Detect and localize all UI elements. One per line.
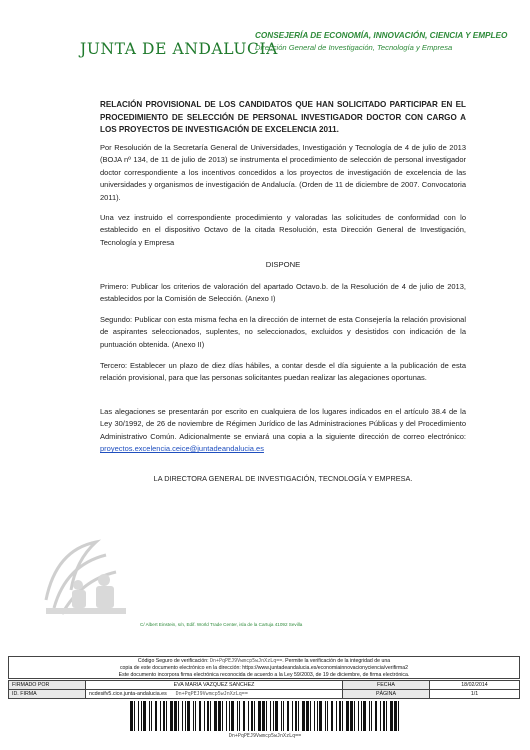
barcode-bar bbox=[363, 701, 366, 731]
contact-email-link[interactable]: proyectos.excelencia.ceice@juntadeandalucia.es bbox=[100, 444, 264, 454]
barcode-bar bbox=[193, 701, 194, 731]
paragraph-resolution: Por Resolución de la Secretaría General de Universidades, Investigación y Tecnología de 4 de julio de 2013 (BOJA nº 134, de 11 de julio de 2013) se instrumenta el procedimiento de selección de personal investigador doctor correspondiente a los incentivos concedidos a los proyectos de investigación de excelencia de las universidades y organismos de investigación de Andalucía. (Orden de 11 de diciembre de 2007. Convocatoria 2011). bbox=[100, 143, 466, 202]
paragraph-primero: Primero: Publicar los criterios de valoración del apartado Octavo.b. de la Resolución de 4 de julio de 2013, establecidos por la Comisión de Selección. (Anexo I) bbox=[100, 282, 466, 304]
barcode-bar bbox=[339, 701, 341, 731]
address-line: C/ Albert Einstein, s/n, Edif. World Trade Center, isla de la Cartuja 41092 Sevilla bbox=[140, 622, 303, 627]
barcode-bar bbox=[182, 701, 183, 731]
barcode-bar bbox=[134, 701, 135, 731]
barcode-bar bbox=[226, 701, 227, 731]
paragraph-segundo: Segundo: Publicar con esta misma fecha en la dirección de internet de esta Consejería la relación provisional de aspirantes seleccionados, suplentes, no seleccionados, excluidos y desistidos con indicación de la puntuación obtenida. (Anexo II) bbox=[100, 315, 466, 349]
barcode-bar bbox=[319, 701, 322, 731]
barcode-bar bbox=[306, 701, 309, 731]
barcode-bar bbox=[394, 701, 397, 731]
barcode-bar bbox=[283, 701, 284, 731]
barcode-bar bbox=[310, 701, 311, 731]
barcode-bar bbox=[292, 701, 293, 731]
barcode-bar bbox=[302, 701, 305, 731]
barcode-bar bbox=[317, 701, 318, 731]
barcode-bar bbox=[270, 701, 271, 731]
barcode-bar bbox=[248, 701, 249, 731]
barcode-bar bbox=[325, 701, 326, 731]
barcode-bar bbox=[130, 701, 133, 731]
barcode-bar bbox=[254, 701, 255, 731]
verification-suffix: . Permite la verificación de la integridad de una bbox=[282, 658, 391, 664]
barcode-bar bbox=[273, 701, 274, 731]
barcode-bar bbox=[275, 701, 278, 731]
barcode-bar bbox=[155, 701, 157, 731]
barcode-bar bbox=[214, 701, 217, 731]
barcode-bar bbox=[358, 701, 359, 731]
signature-line: LA DIRECTORA GENERAL DE INVESTIGACIÓN, TECNOLOGÍA Y EMPRESA. bbox=[153, 474, 413, 483]
barcode-bar bbox=[187, 701, 190, 731]
consejeria-name: CONSEJERÍA DE ECONOMÍA, INNOVACIÓN, CIENCIA Y EMPLEO bbox=[255, 31, 508, 40]
page-label: PÁGINA bbox=[343, 690, 430, 699]
verification-code: Dn+PqPEJ9Vwmcp5wJnXzLq== bbox=[210, 658, 283, 664]
barcode-bar bbox=[371, 701, 372, 731]
direccion-general-name: Dirección General de Investigación, Tecnología y Empresa bbox=[255, 43, 453, 52]
signature-id-label: ID. FIRMA bbox=[9, 690, 86, 699]
paragraph-tercero: Tercero: Establecer un plazo de diez días hábiles, a contar desde el día siguiente a la publicación de esta relación provisional, para que las personas solicitantes puedan realizar las alegaciones oportunas. bbox=[100, 361, 466, 383]
barcode-bar bbox=[327, 701, 328, 731]
barcode-bar bbox=[350, 701, 353, 731]
barcode-bar bbox=[298, 701, 299, 731]
barcode-bar bbox=[207, 701, 209, 731]
barcode-bar bbox=[151, 701, 152, 731]
andalucia-emblem-watermark bbox=[36, 530, 136, 625]
barcode-bar bbox=[386, 701, 387, 731]
barcode-bar bbox=[342, 701, 343, 731]
barcode-bar bbox=[336, 701, 337, 731]
alegaciones-text: Las alegaciones se presentarán por escrito en cualquiera de los lugares indicados en el artículo 38.4 de la Ley 30/1992, de 26 de noviembre de Régimen Jurídico de las Administraciones Públicas y del Procedimiento Administrativo Común. Adicionalmente se enviará una copia a la siguiente dirección de correo electrónico: bbox=[100, 407, 466, 441]
barcode-bar bbox=[398, 701, 399, 731]
barcode-bar bbox=[231, 701, 234, 731]
barcode-bar bbox=[237, 701, 238, 731]
signature-id-row bbox=[9, 690, 520, 699]
barcode-bar bbox=[149, 701, 150, 731]
barcode-bar bbox=[178, 701, 179, 731]
signature-table bbox=[8, 680, 520, 699]
barcode-bar bbox=[380, 701, 381, 731]
barcode-bar bbox=[163, 701, 165, 731]
barcode-bar bbox=[229, 701, 230, 731]
verification-line-1 bbox=[9, 658, 519, 665]
barcode-bar bbox=[204, 701, 205, 731]
barcode-bar bbox=[243, 701, 245, 731]
document-title: RELACIÓN PROVISIONAL DE LOS CANDIDATOS QUE HAN SOLICITADO PARTICIPAR EN EL PROCEDIMIENTO DE SELECCIÓN DE PERSONAL INVESTIGADOR DOCTOR CON CARGO A LOS PROYECTOS DE INVESTIGACIÓN DE EXCELENCIA 2011. bbox=[100, 100, 466, 135]
barcode-bar bbox=[195, 701, 196, 731]
barcode-bar bbox=[354, 701, 355, 731]
verification-prefix: Código Seguro de verificación: bbox=[137, 658, 209, 664]
barcode-bar bbox=[314, 701, 315, 731]
barcode-bar bbox=[251, 701, 253, 731]
signature-server: ncdesifv5.cice.junta-andalucia.es bbox=[89, 691, 167, 697]
signed-by-row bbox=[9, 681, 520, 690]
verification-line-3: Este documento incorpora firma electrónica reconocida de acuerdo a la Ley 59/2003, de 19 de diciembre, de firma electrónica. bbox=[118, 671, 410, 678]
verification-line-2: copia de este documento electrónico en la dirección: https://www.juntadeandalucia.es/economiainnovacionyciencia/verifirma2 bbox=[119, 664, 409, 671]
barcode-bar bbox=[210, 701, 211, 731]
barcode-bar bbox=[331, 701, 333, 731]
barcode-bar bbox=[141, 701, 142, 731]
barcode-bar bbox=[258, 701, 261, 731]
barcode-bar bbox=[287, 701, 289, 731]
barcode-bar bbox=[239, 701, 240, 731]
barcode-text: Dn+PqPEJ9Vwmcp5wJnXzLq== bbox=[228, 733, 302, 739]
barcode-bar bbox=[281, 701, 282, 731]
date-value: 18/02/2014 bbox=[430, 681, 520, 690]
barcode-bar bbox=[346, 701, 349, 731]
signed-by-label: FIRMADO POR bbox=[9, 681, 86, 690]
barcode bbox=[130, 701, 400, 731]
barcode-bar bbox=[170, 701, 173, 731]
barcode-bar bbox=[266, 701, 267, 731]
barcode-bar bbox=[222, 701, 223, 731]
signature-code: Dn+PqPEJ9Vwmcp5wJnXzLq== bbox=[175, 691, 248, 697]
paragraph-instruction: Una vez instruido el correspondiente procedimiento y valoradas las solicitudes de conformidad con lo establecido en el dispositivo Octavo de la citada Resolución, esta Dirección General de Investigación, Tecnología y Empresa bbox=[100, 213, 466, 247]
barcode-bar bbox=[160, 701, 161, 731]
barcode-bar bbox=[375, 701, 377, 731]
barcode-bar bbox=[138, 701, 139, 731]
barcode-bar bbox=[383, 701, 385, 731]
date-label: FECHA bbox=[343, 681, 430, 690]
junta-de-andalucia-logo: JUNTA DE ANDALUCIA bbox=[80, 40, 278, 58]
page-value: 1/1 bbox=[430, 690, 520, 699]
barcode-bar bbox=[361, 701, 362, 731]
dispone-heading: DISPONE bbox=[265, 260, 301, 269]
barcode-bar bbox=[143, 701, 146, 731]
barcode-bar bbox=[295, 701, 297, 731]
verification-box bbox=[8, 656, 520, 679]
barcode-bar bbox=[174, 701, 177, 731]
barcode-bar bbox=[185, 701, 186, 731]
barcode-bar bbox=[369, 701, 370, 731]
paragraph-alegaciones bbox=[100, 406, 466, 456]
barcode-bar bbox=[390, 701, 393, 731]
barcode-bar bbox=[166, 701, 167, 731]
signed-by-value: EVA MARIA VAZQUEZ SANCHEZ bbox=[86, 681, 343, 690]
barcode-bar bbox=[199, 701, 201, 731]
barcode-bar bbox=[218, 701, 221, 731]
barcode-bar bbox=[262, 701, 265, 731]
signature-id-value bbox=[86, 690, 343, 699]
